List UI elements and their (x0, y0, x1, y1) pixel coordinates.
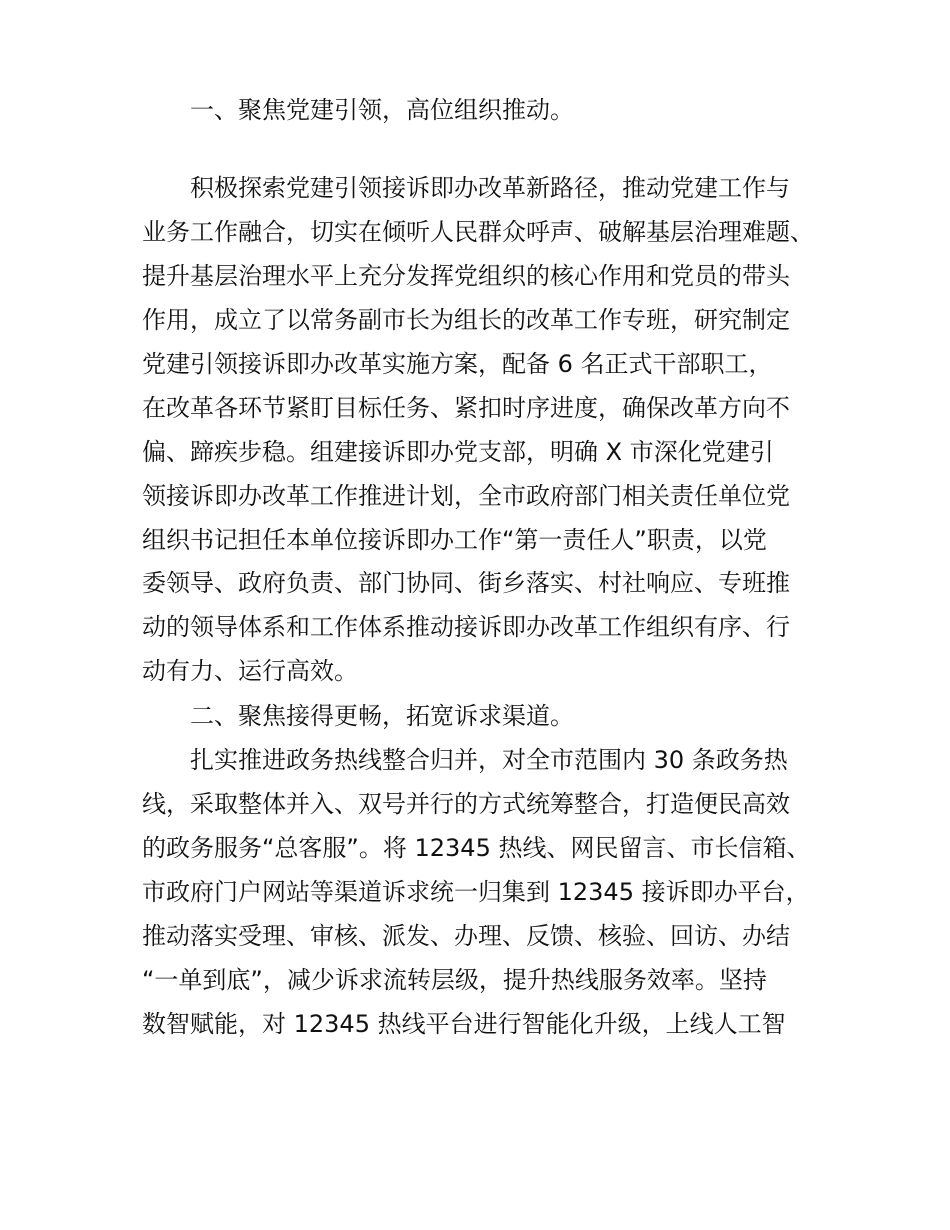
paragraph-line: 线，采取整体并入、双号并行的方式统筹整合，打造便民高效 (142, 790, 790, 818)
paragraph-line: “一单到底”，减少诉求流转层级，提升热线服务效率。坚持 (142, 966, 767, 994)
paragraph-line: 领接诉即办改革工作推进计划，全市政府部门相关责任单位党 (142, 482, 790, 510)
paragraph-line: 提升基层治理水平上充分发挥党组织的核心作用和党员的带头 (142, 262, 790, 290)
paragraph-line: 数智赋能，对 12345 热线平台进行智能化升级，上线人工智 (142, 1010, 786, 1038)
paragraph-line: 偏、蹄疾步稳。组建接诉即办党支部，明确 X 市深化党建引 (142, 438, 774, 466)
paragraph-line: 动有力、运行高效。 (142, 657, 358, 685)
paragraph-line: 扎实推进政务热线整合归并，对全市范围内 30 条政务热 (190, 746, 788, 774)
paragraph-line: 积极探索党建引领接诉即办改革新路径，推动党建工作与 (190, 174, 790, 202)
paragraph-line: 市政府门户网站等渠道诉求统一归集到 12345 接诉即办平台， (142, 878, 810, 906)
paragraph-line: 党建引领接诉即办改革实施方案，配备 6 名正式干部职工， (142, 350, 773, 378)
paragraph-line: 业务工作融合，切实在倾听人民群众呼声、破解基层治理难题、 (142, 218, 814, 246)
paragraph-line: 作用，成立了以常务副市长为组长的改革工作专班，研究制定 (142, 306, 790, 334)
paragraph-line: 的政务服务“总客服”。将 12345 热线、网民留言、市长信箱、 (142, 834, 811, 862)
section-2-heading: 二、聚焦接得更畅，拓宽诉求渠道。 (190, 702, 574, 730)
section-1-heading: 一、聚焦党建引领，高位组织推动。 (190, 96, 574, 124)
paragraph-line: 组织书记担任本单位接诉即办工作“第一责任人”职责，以党 (142, 526, 767, 554)
paragraph-line: 动的领导体系和工作体系推动接诉即办改革工作组织有序、行 (142, 613, 790, 641)
paragraph-line: 推动落实受理、审核、派发、办理、反馈、核验、回访、办结 (142, 922, 790, 950)
paragraph-line: 在改革各环节紧盯目标任务、紧扣时序进度，确保改革方向不 (142, 394, 790, 422)
paragraph-line: 委领导、政府负责、部门协同、街乡落实、村社响应、专班推 (142, 569, 790, 597)
